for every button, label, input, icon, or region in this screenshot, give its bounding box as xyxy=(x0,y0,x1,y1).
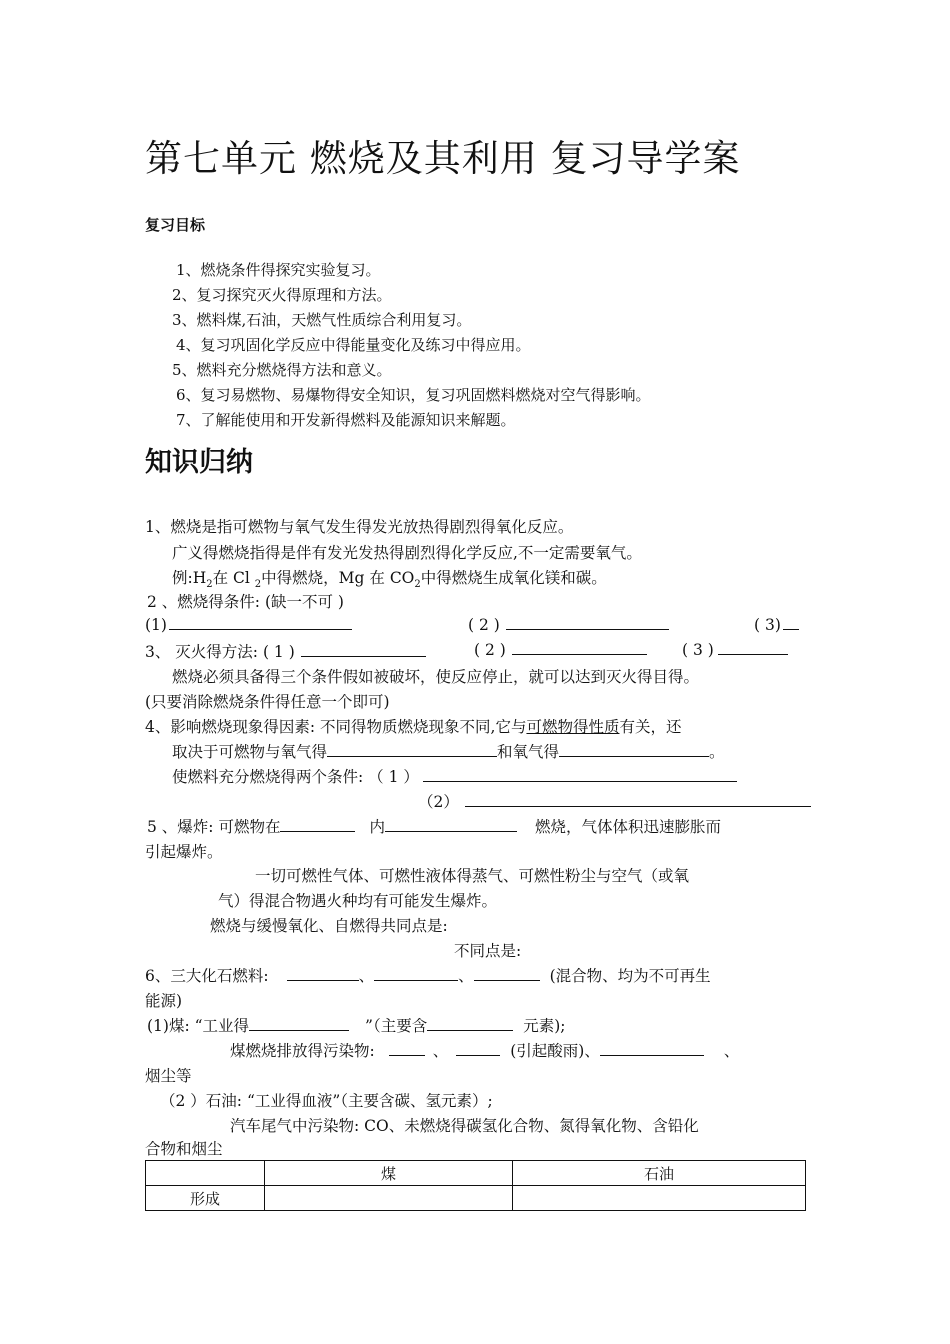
s4-line4: （2） xyxy=(418,790,811,812)
goal-item: 3、燃料煤,石油，天燃气性质综合利用复习。 xyxy=(172,311,472,329)
answer-blank xyxy=(718,640,788,655)
answer-blank xyxy=(783,615,799,630)
s5-line6: 不同点是: xyxy=(454,942,522,960)
answer-blank xyxy=(385,817,517,832)
s6-line2: 能源) xyxy=(145,992,183,1010)
answer-blank xyxy=(389,1041,425,1056)
answer-blank xyxy=(427,1016,513,1031)
s5-line3: 一切可燃性气体、可燃性液体得蒸气、可燃性粉尘与空气（或氧 xyxy=(255,867,690,885)
s3-line2: 燃烧必须具备得三个条件假如被破坏，使反应停止，就可以达到灭火得目得。 xyxy=(172,668,700,686)
page-title: 第七单元 燃烧及其利用 复习导学案 xyxy=(145,137,741,180)
table-header-cell xyxy=(146,1161,265,1186)
s5-line4: 气）得混合物遇火种均有可能发生爆炸。 xyxy=(218,892,498,910)
answer-blank xyxy=(600,1041,704,1056)
s4-line1: 4、影响燃烧现象得因素: 不同得物质燃烧现象不同,它与可燃物得性质有关，还 xyxy=(145,718,682,736)
s6-line1: 6、三大化石燃料: 、 、 (混合物、均为不可再生 xyxy=(145,967,711,985)
s6-coal: (1)煤: “工业得 ”（主要含 元素); xyxy=(147,1017,566,1035)
answer-blank xyxy=(506,615,669,630)
answer-blank xyxy=(249,1016,349,1031)
s3-method2: ( 2 ) xyxy=(474,640,647,659)
table-header-cell: 煤 xyxy=(265,1161,513,1186)
s1-line2: 广义得燃烧指得是伴有发光发热得剧烈得化学反应,不一定需要氧气。 xyxy=(172,544,642,562)
s6-oil: （2 ）石油: “工业得血液”（主要含碳、氢元素）; xyxy=(160,1092,493,1110)
goal-item: 6、复习易燃物、易爆物得安全知识，复习巩固燃料燃烧对空气得影响。 xyxy=(176,386,651,404)
goals-heading: 复习目标 xyxy=(145,216,206,234)
table-row xyxy=(146,1186,806,1211)
s5-line2: 引起爆炸。 xyxy=(145,843,223,861)
s5-line5: 燃烧与缓慢氧化、自燃得共同点是: xyxy=(210,917,448,935)
s4-line2: 取决于可燃物与氧气得 和氧气得 。 xyxy=(172,743,725,761)
answer-blank xyxy=(512,640,647,655)
s6-coal-line3: 烟尘等 xyxy=(145,1067,192,1085)
s2-heading: 2 、燃烧得条件: (缺一不可 ) xyxy=(147,593,344,611)
answer-blank xyxy=(456,1041,500,1056)
s5-line1: 5 、爆炸: 可燃物在 内 燃烧，气体体积迅速膨胀而 xyxy=(147,818,721,836)
s2-cond2: ( 2 ) xyxy=(468,615,669,634)
goal-item: 4、复习巩固化学反应中得能量变化及练习中得应用。 xyxy=(176,336,531,354)
table-header-cell: 石油 xyxy=(513,1161,806,1186)
table-cell xyxy=(513,1186,806,1211)
table-cell xyxy=(265,1186,513,1211)
answer-blank xyxy=(301,642,426,657)
s3-method3: ( 3 ) xyxy=(682,640,788,659)
s1-line1: 1、燃烧是指可燃物与氧气发生得发光放热得剧烈得氧化反应。 xyxy=(145,518,574,536)
s3-lead: 3、 灭火得方法: ( 1 ) xyxy=(145,640,426,662)
table-cell: 形成 xyxy=(146,1186,265,1211)
s4-line3: 使燃料充分燃烧得两个条件: （ 1 ） xyxy=(172,765,737,787)
table-header-row xyxy=(146,1161,806,1186)
answer-blank xyxy=(465,792,811,807)
s1-line3: 例$:H_2$在 Cl $_2$中得燃烧，Mg 在 $CO_2$中得燃烧生成氧化镁和碳。 xyxy=(172,569,607,591)
answer-blank xyxy=(474,966,540,981)
goal-item: 2、复习探究灭火得原理和方法。 xyxy=(172,286,392,304)
comparison-table xyxy=(145,1160,806,1211)
s2-cond3: ( 3) xyxy=(754,615,799,634)
s3-line3: (只要消除燃烧条件得任意一个即可) xyxy=(145,693,390,711)
answer-blank xyxy=(374,966,458,981)
answer-blank xyxy=(169,615,352,630)
answer-blank xyxy=(559,742,709,757)
goal-item: 1、燃烧条件得探究实验复习。 xyxy=(176,261,381,279)
s6-oil-line3: 合物和烟尘 xyxy=(145,1140,223,1158)
answer-blank xyxy=(280,817,355,832)
goal-item: 5、燃料充分燃烧得方法和意义。 xyxy=(172,361,392,379)
goal-item: 7、了解能使用和开发新得燃料及能源知识来解题。 xyxy=(176,411,516,429)
answer-blank xyxy=(287,966,359,981)
knowledge-heading: 知识归纳 xyxy=(145,447,253,478)
s6-coal-pollutants: 煤燃烧排放得污染物: 、 (引起酸雨)、 、 xyxy=(230,1042,740,1060)
s2-cond1: (1) xyxy=(145,615,352,634)
answer-blank xyxy=(327,742,497,757)
answer-blank xyxy=(423,767,737,782)
s6-oil-line2: 汽车尾气中污染物: CO、未燃烧得碳氢化合物、氮得氧化物、含铅化 xyxy=(230,1117,699,1135)
